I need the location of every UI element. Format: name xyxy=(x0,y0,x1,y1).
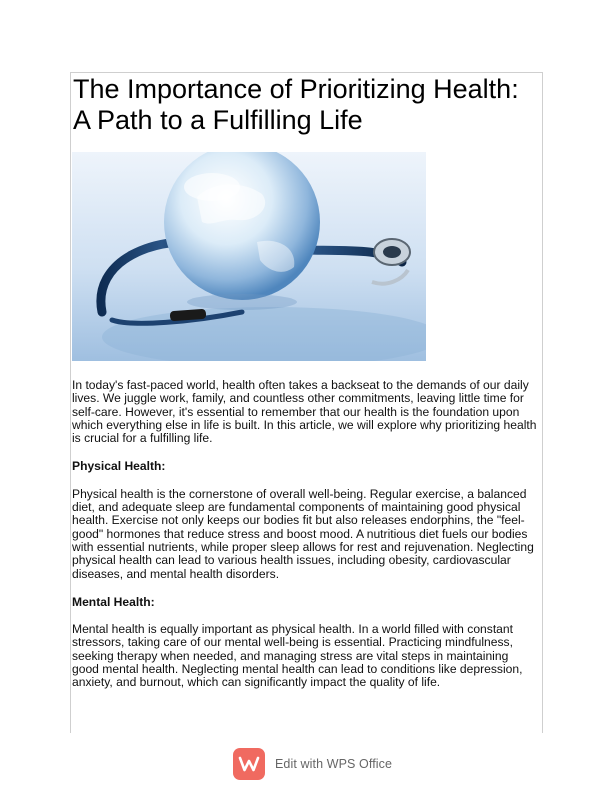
edit-with-wps-office-button[interactable] xyxy=(233,747,392,781)
article-body xyxy=(72,379,538,705)
wps-label: Edit with WPS Office xyxy=(275,757,393,771)
hero-image-globe-stethoscope xyxy=(72,152,426,361)
section-body-physical: Physical health is the cornerstone of overall well-being. Regular exercise, a balanced diet, and adequate sleep are fundamental components of maintaining good physical health. Exercise not only keeps our bodies fit but also releases endorphins, the "feel-good" hormones that reduce stress and boost mood. A nutritious diet fuels our bodies with essential nutrients, while proper sleep allows for rest and rejuvenation. Neglecting physical health can lead to various health issues, including obesity, cardiovascular diseases, and mental health disorders. xyxy=(72,486,534,581)
article-title: The Importance of Prioritizing Health: A Path to a Fulfilling Life xyxy=(73,74,519,135)
wps-logo-icon xyxy=(233,748,265,780)
intro-paragraph: In today's fast-paced world, health often takes a backseat to the demands of our daily lives. We juggle work, family, and countless other commitments, leaving little time for self-care. However, it's essential to remember that our health is the foundation upon which everything else in life is built. In this article, we will explore why prioritizing health is crucial for a fulfilling life. xyxy=(72,378,537,446)
section-heading-physical: Physical Health: xyxy=(72,459,166,474)
section-heading-mental: Mental Health: xyxy=(72,594,155,609)
section-body-mental: Mental health is equally important as physical health. In a world filled with constant stressors, taking care of our mental well-being is essential. Practicing mindfulness, seeking therapy when needed, and managing stress are vital steps in maintaining good mental health. Neglecting mental health can lead to conditions like depression, anxiety, and burnout, which can significantly impact the quality of life. xyxy=(72,622,523,690)
